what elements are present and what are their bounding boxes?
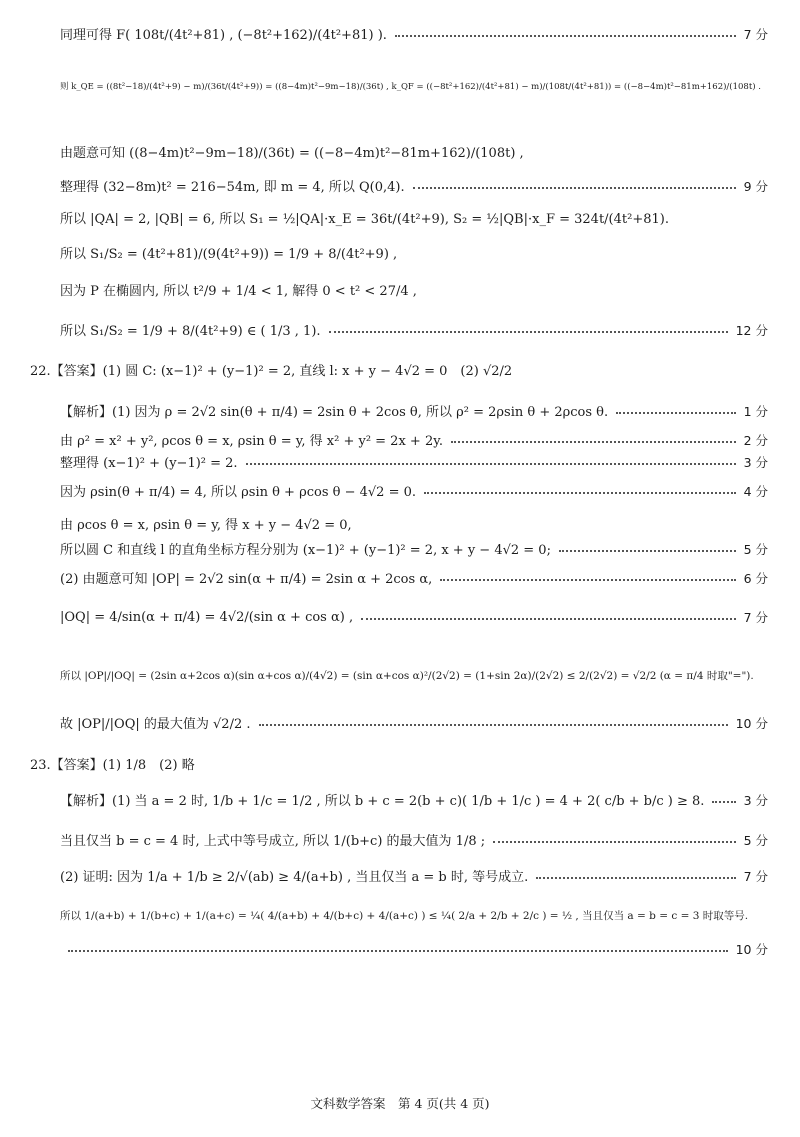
score-label: 6 分: [743, 570, 768, 586]
line-text: 所以 S₁/S₂ = 1/9 + 8/(4t²+9) ∈ ( 1/3 , 1).: [60, 324, 321, 339]
solution-line: [60, 514, 768, 533]
dot-leader: [246, 463, 736, 465]
line-text: 所以 |QA| = 2, |QB| = 6, 所以 S₁ = ½|QA|·x_E = 36t/(4t²+9), S₂ = ½|QB|·x_F = 324t/(4t²+81).: [60, 212, 669, 227]
line-text: 则 k_QE = ((8t²−18)/(4t²+9) − m)/(36t/(4t²+9)) = ((8−4m)t²−9m−18)/(36t) , k_QF = ((−8t²+162)/(4t²+81) − m)/(108t/(4t²+81)) = ((−8−4m)t²−81m+162)/(108t) .: [60, 82, 761, 92]
score-label: 12 分: [735, 322, 768, 338]
dot-leader: [259, 724, 728, 726]
dot-leader: [712, 801, 735, 803]
score-label: 5 分: [743, 832, 768, 848]
solution-line: [60, 176, 768, 195]
score-label: 5 分: [743, 541, 768, 557]
dot-leader: [361, 618, 735, 620]
line-text: 23.【答案】(1) 1/8 (2) 略: [30, 758, 195, 773]
line-text: 所以 |OP|/|OQ| = (2sin α+2cos α)(sin α+cos α)/(4√2) = (sin α+cos α)²/(2√2) = (1+sin 2α)/(2√2) ≤ 2/(2√2) = √2/2 (α = π/4 时取"=").: [60, 670, 754, 682]
page-footer: 文科数学答案 第 4 页(共 4 页): [310, 1096, 490, 1111]
solution-line: [60, 208, 768, 227]
line-text: 【解析】(1) 当 a = 2 时, 1/b + 1/c = 1/2 , 所以 b + c = 2(b + c)( 1/b + 1/c ) = 4 + 2( c/b + b/c ) ≥ 8.: [60, 794, 705, 809]
line-text: 由 ρcos θ = x, ρsin θ = y, 得 x + y − 4√2 = 0,: [60, 518, 352, 533]
line-text: 整理得 (x−1)² + (y−1)² = 2.: [60, 456, 238, 471]
line-text: 所以 1/(a+b) + 1/(b+c) + 1/(a+c) = ¼( 4/(a+b) + 4/(b+c) + 4/(a+c) ) ≤ ¼( 2/a + 2/b + 2/c ) = ½ , 当且仅当 a = b = c = 3 时取等号.: [60, 910, 749, 922]
line-text: 整理得 (32−8m)t² = 216−54m, 即 m = 4, 所以 Q(0,4).: [60, 180, 405, 195]
score-label: 2 分: [743, 432, 768, 448]
solution-line: [60, 790, 768, 809]
dot-leader: [329, 331, 728, 333]
score-label: 7 分: [743, 610, 768, 625]
line-text: 当且仅当 b = c = 4 时, 上式中等号成立, 所以 1/(b+c) 的最大值为 1/8 ;: [60, 834, 486, 849]
solution-line: [60, 401, 768, 420]
line-text: 所以 S₁/S₂ = (4t²+81)/(9(4t²+9)) = 1/9 + 8/(4t²+9) ,: [60, 247, 398, 262]
line-text: 所以圆 C 和直线 l 的直角坐标方程分别为 (x−1)² + (y−1)² = 2, x + y − 4√2 = 0;: [60, 543, 551, 558]
solution-line: [60, 24, 768, 43]
dot-leader: [536, 877, 735, 879]
question-answer-line: [30, 360, 768, 379]
solution-line: [60, 608, 768, 626]
line-text: 因为 ρsin(θ + π/4) = 4, 所以 ρsin θ + ρcos θ − 4√2 = 0.: [60, 485, 417, 500]
score-label: 3 分: [743, 792, 768, 808]
solution-line: [60, 568, 768, 587]
solution-line: [60, 908, 768, 923]
solution-line: [60, 866, 768, 885]
dot-leader: [559, 550, 736, 552]
line-text: |OQ| = 4/sin(α + π/4) = 4√2/(sin α + cos α) ,: [60, 609, 354, 625]
solution-line: [60, 668, 768, 683]
line-text: 由题意可知 ((8−4m)t²−9m−18)/(36t) = ((−8−4m)t²−81m+162)/(108t) ,: [60, 146, 524, 161]
solution-line: [60, 320, 768, 339]
solution-line: [60, 280, 768, 299]
solution-line: [60, 481, 768, 500]
solution-line: [60, 430, 768, 449]
solution-line: [60, 539, 768, 558]
solution-line: [60, 940, 768, 958]
score-label: 9 分: [743, 178, 768, 194]
line-text: 同理可得 F( 108t/(4t²+81) , (−8t²+162)/(4t²+81) ).: [60, 28, 387, 43]
solution-line: [60, 713, 768, 732]
dot-leader: [413, 187, 736, 189]
score-label: 7 分: [743, 26, 768, 42]
line-text: (2) 由题意可知 |OP| = 2√2 sin(α + π/4) = 2sin α + 2cos α,: [60, 572, 433, 587]
dot-leader: [493, 841, 735, 843]
score-label: 3 分: [743, 454, 768, 470]
score-label: 10 分: [735, 942, 768, 957]
dot-leader: [616, 412, 735, 414]
line-text: 22.【答案】(1) 圆 C: (x−1)² + (y−1)² = 2, 直线 l: x + y − 4√2 = 0 (2) √2/2: [30, 364, 513, 379]
dot-leader: [424, 492, 736, 494]
dot-leader: [440, 579, 735, 581]
dot-leader: [395, 35, 736, 37]
score-label: 1 分: [743, 403, 768, 419]
score-label: 7 分: [743, 868, 768, 884]
score-label: 10 分: [735, 715, 768, 731]
line-text: (2) 证明: 因为 1/a + 1/b ≥ 2/√(ab) ≥ 4/(a+b) , 当且仅当 a = b 时, 等号成立.: [60, 870, 529, 885]
dot-leader: [68, 950, 728, 952]
line-text: 因为 P 在椭圆内, 所以 t²/9 + 1/4 < 1, 解得 0 < t² < 27/4 ,: [60, 284, 417, 299]
solution-line: [60, 243, 768, 262]
solution-line: [60, 80, 768, 92]
solution-line: [60, 142, 768, 161]
solution-line: [60, 452, 768, 471]
line-text: 由 ρ² = x² + y², ρcos θ = x, ρsin θ = y, 得 x² + y² = 2x + 2y.: [60, 434, 443, 449]
solution-line: [60, 830, 768, 849]
score-label: 4 分: [743, 483, 768, 499]
line-text: 故 |OP|/|OQ| 的最大值为 √2/2 .: [60, 717, 251, 732]
question-answer-line: [30, 754, 768, 773]
dot-leader: [451, 441, 736, 443]
line-text: 【解析】(1) 因为 ρ = 2√2 sin(θ + π/4) = 2sin θ + 2cos θ, 所以 ρ² = 2ρsin θ + 2ρcos θ.: [60, 405, 609, 420]
